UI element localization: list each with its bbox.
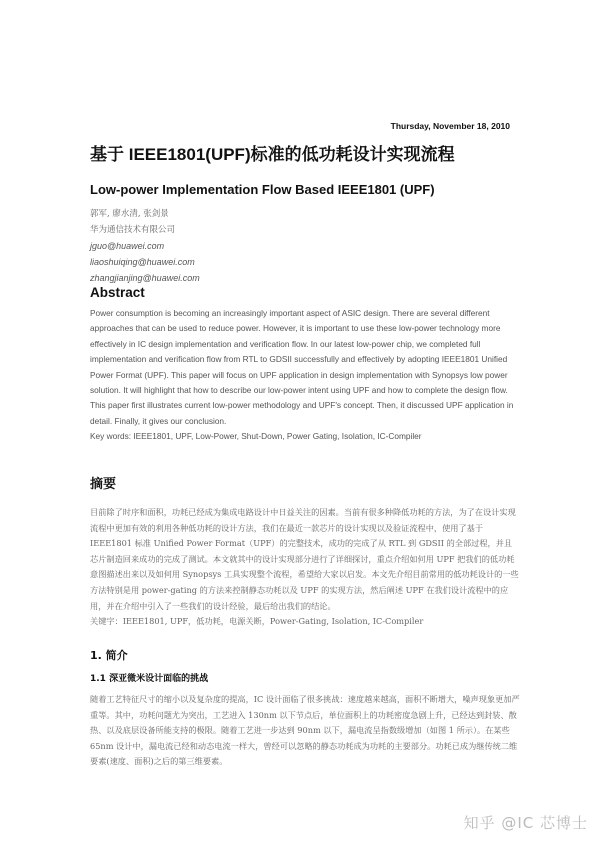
zhihu-watermark: 知乎 @IC 芯博士 <box>463 814 588 832</box>
author-email: jguo@huawei.com <box>90 241 165 251</box>
abstract-section <box>90 306 520 445</box>
author-email: zhangjianjing@huawei.com <box>90 273 200 283</box>
abstract-text: Power consumption is becoming an increasingly important aspect of ASIC design. There are several different approaches that can be used to reduce power. However, it is important to use these low-power technology more effectively in IC design implementation and verification flow. In our latest low-power chip, we completed full implementation and verification flow from RTL to GDSII successfully and effectively by adopting IEEE1801 Unified Power Format (UPF). This paper will focus on UPF application in design implementation with Synopsys low power solution. It will highlight that how to describe our low-power intent using UPF and how to complete the design flow. This paper first illustrates current low-power methodology and UPF's concept. Then, it discussed UPF application in detail. Finally, it gives our conclusion. <box>90 308 514 426</box>
chinese-abstract-heading: 摘要 <box>90 477 117 492</box>
section-1-1-heading: 1.1 深亚微米设计面临的挑战 <box>90 674 209 684</box>
chinese-abstract-section <box>90 505 520 630</box>
section-1-heading: 1. 简介 <box>90 649 128 662</box>
abstract-heading: Abstract <box>90 285 145 300</box>
title-english: Low-power Implementation Flow Based IEEE1801 (UPF) <box>90 182 435 197</box>
abstract-keywords: Key words: IEEE1801, UPF, Low-Power, Shut-Down, Power Gating, Isolation, IC-Compiler <box>90 431 422 442</box>
chinese-abstract-keywords: 关键字：IEEE1801, UPF，低功耗，电源关断，Power-Gating, Isolation, IC-Compiler <box>90 616 424 627</box>
chinese-abstract-text: 目前除了时序和面积，功耗已经成为集成电路设计中日益关注的因素。当前有很多种降低功耗的方法，为了在设计实现流程中更加有效的利用各种低功耗的设计方法，我们在最近一款芯片的设计实现以及验证流程中，使用了基于 IEEE1801 标准 Unified Power Format（UPF）的完整技术，成功的完成了从 RTL 到 GDSII 的全部过程，并且芯片制造回来成功的完成了测试。本文就其中的设计实现部分进行了详细探讨，重点介绍如何用 UPF 把我们的低功耗意图描述出来以及如何用 Synopsys 工具实现整个流程，希望给大家以启发。本文先介绍目前常用的低功耗设计的一些方法特别是用 power-gating 的方法来控制静态功耗以及 UPF 的实现方法，然后阐述 UPF 在我们设计流程中的应用，并在介绍中引入了一些我们的设计经验，最后给出我们的结论。 <box>90 507 519 611</box>
document-date: Thursday, November 18, 2010 <box>390 121 510 131</box>
author-affiliation: 华为通信技术有限公司 <box>90 225 176 235</box>
author-block <box>90 206 200 286</box>
section-1-1-body: 随着工艺特征尺寸的缩小以及复杂度的提高，IC 设计面临了很多挑战：速度越来越高，面积不断增大，噪声现象更加严重等。其中，功耗问题尤为突出，工艺进入 130nm 以下节点后，单位面积上的功耗密度急剧上升，已经达到封装、散热、以及底层设备所能支持的极限。随着工艺进一步达到 90nm 以下，漏电流呈指数级增加（如图 1 所示）。在某些 65nm 设计中，漏电流已经和动态电流一样大，曾经可以忽略的静态功耗成为功耗的主要部分。功耗已成为继传统二维要素(速度、面积)之后的第三维要素。 <box>90 694 520 766</box>
author-names: 郭军, 廖水清, 张剑景 <box>90 209 169 219</box>
title-chinese: 基于 IEEE1801(UPF)标准的低功耗设计实现流程 <box>90 145 455 164</box>
author-email: liaoshuiqing@huawei.com <box>90 257 195 267</box>
